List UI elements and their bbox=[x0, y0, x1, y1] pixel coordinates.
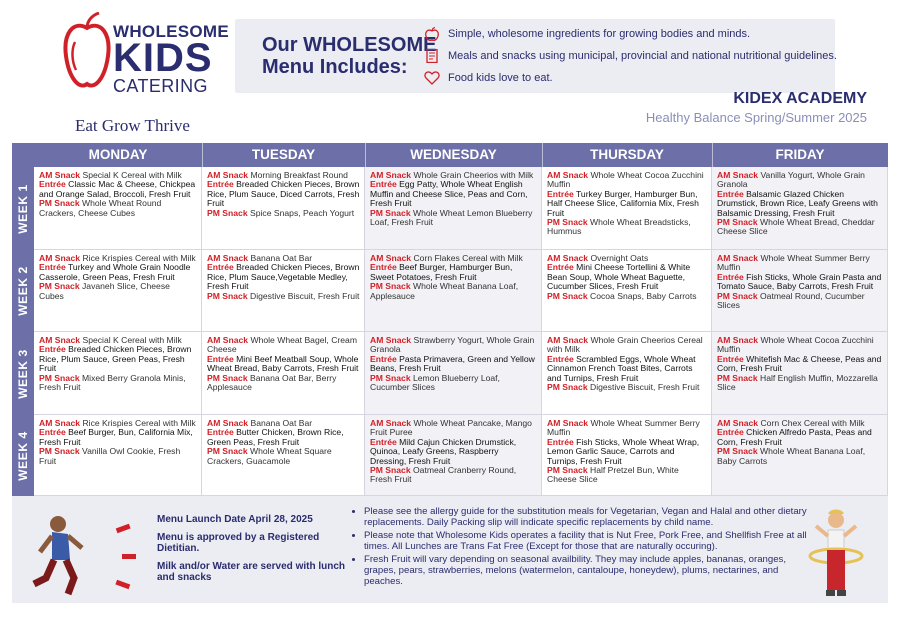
am-snack-label: AM Snack bbox=[547, 253, 589, 263]
pm-snack-label: PM Snack bbox=[717, 290, 758, 301]
entree-text: Pasta Primavera, Green and Yellow Beans, Fresh Fruit bbox=[370, 353, 535, 374]
entree-text: Beef Burger, Hamburger Bun, Sweet Potatoes, Fresh Fruit bbox=[370, 262, 513, 282]
menu-cell-week4-tuesday bbox=[202, 415, 365, 496]
am-snack-label: AM Snack bbox=[547, 335, 589, 345]
am-snack-label: AM Snack bbox=[717, 418, 759, 428]
includes-item-text: Simple, wholesome ingredients for growing bodies and minds. bbox=[448, 28, 751, 40]
entree-text: Mini Beef Meatball Soup, Whole Wheat Bread, Baby Carrots, Fresh Fruit bbox=[207, 353, 359, 374]
pm-snack-label: PM Snack bbox=[717, 372, 758, 383]
am-snack-label: AM Snack bbox=[39, 170, 81, 180]
am-snack-label: AM Snack bbox=[370, 335, 412, 345]
pm-snack-text: Lemon Blueberry Loaf, Cucumber Slices bbox=[370, 372, 500, 393]
am-snack-label: AM Snack bbox=[547, 418, 589, 428]
day-header-thursday: THURSDAY bbox=[590, 147, 664, 162]
pm-snack-text: Javaneh Slice, Cheese Cubes bbox=[39, 281, 170, 301]
am-snack-text: Rice Krispies Cereal with Milk bbox=[82, 418, 196, 428]
pm-snack-label: PM Snack bbox=[547, 465, 588, 476]
entree-label: Entrée bbox=[39, 427, 66, 438]
entree-label: Entrée bbox=[370, 262, 397, 273]
note-item: • Please see the allergy guide for the substitution meals for Vegetarian, Vegan and Halal and other dietary replacements. Daily Packing slip will indicate specific replacements by child name. bbox=[364, 506, 807, 529]
menu-cell-week4-friday bbox=[712, 415, 888, 496]
entree-label: Entrée bbox=[717, 427, 744, 438]
am-snack-label: AM Snack bbox=[39, 253, 81, 263]
day-header-monday: MONDAY bbox=[88, 147, 148, 162]
entree-text: Beef Burger, Bun, California Mix, Fresh Fruit bbox=[39, 427, 193, 447]
pm-snack-label: PM Snack bbox=[370, 372, 411, 383]
entree-label: Entrée bbox=[207, 179, 234, 190]
note-item: • Please note that Wholesome Kids operates a facility that is Nut Free, Pork Free, and Shellfish Free at all times. All Lunches are Trans Fat Free (Except for those that are naturally occuring). bbox=[364, 530, 807, 553]
am-snack-label: AM Snack bbox=[717, 170, 759, 180]
footer-info bbox=[157, 514, 347, 590]
entree-text: Classic Mac & Cheese, Chickpea and Orange Salad, Broccoli, Fresh Fruit bbox=[39, 179, 196, 199]
am-snack-label: AM Snack bbox=[39, 418, 81, 428]
menu-cell-week1-tuesday bbox=[202, 167, 365, 250]
pm-snack-label: PM Snack bbox=[370, 207, 411, 218]
apple-logo-icon bbox=[63, 12, 111, 97]
am-snack-text: Whole Wheat Cocoa Zucchini Muffin bbox=[547, 170, 704, 190]
pm-snack-text: Banana Oat Bar, Berry Applesauce bbox=[207, 372, 337, 393]
pm-snack-text: Half English Muffin, Mozzarella Slice bbox=[717, 372, 878, 393]
am-snack-text: Whole Wheat Summer Berry Muffin bbox=[547, 418, 700, 438]
pm-snack-label: PM Snack bbox=[207, 207, 248, 218]
entree-label: Entrée bbox=[207, 353, 234, 364]
am-snack-text: Strawberry Yogurt, Whole Grain Granola bbox=[370, 335, 535, 355]
menu-cell-week3-monday bbox=[34, 332, 202, 415]
am-snack-text: Whole Wheat Cocoa Zucchini Muffin bbox=[717, 335, 874, 355]
entree-text: Mini Cheese Tortellini & White Bean Soup, Whole Wheat Baguette, Cucumber Slices, Fresh Fruit bbox=[547, 262, 691, 292]
pm-snack-text: Whole Wheat Banana Loaf, Applesauce bbox=[370, 281, 519, 301]
entree-label: Entrée bbox=[547, 262, 574, 273]
entree-label: Entrée bbox=[547, 436, 574, 447]
pm-snack-text: Vanilla Owl Cookie, Fresh Fruit bbox=[39, 446, 181, 466]
entree-label: Entrée bbox=[39, 344, 66, 355]
entree-text: Breaded Chicken Pieces, Brown Rice, Plum Sauce, Diced Carrots, Fresh Fruit bbox=[207, 179, 360, 209]
entree-text: Egg Patty, Whole Wheat English Muffin and Cheese Slice, Peas and Corn, Fresh Fruit bbox=[370, 179, 528, 209]
entree-text: Whitefish Mac & Cheese, Peas and Corn, Fresh Fruit bbox=[717, 353, 882, 374]
menu-cell-week4-monday bbox=[34, 415, 202, 496]
logo-text-wholesome: WHOLESOME bbox=[113, 22, 230, 41]
am-snack-text: Morning Breakfast Round bbox=[250, 170, 348, 180]
pm-snack-label: PM Snack bbox=[39, 372, 80, 383]
am-snack-text: Whole Wheat Pancake, Mango Fruit Puree bbox=[370, 418, 532, 438]
pm-snack-label: PM Snack bbox=[547, 217, 588, 228]
entree-label: Entrée bbox=[207, 262, 234, 273]
day-header-tuesday: TUESDAY bbox=[251, 147, 316, 162]
week-label-text: WEEK 3 bbox=[16, 348, 30, 399]
entree-label: Entrée bbox=[717, 353, 744, 364]
am-snack-text: Banana Oat Bar bbox=[250, 418, 313, 428]
am-snack-text: Banana Oat Bar bbox=[250, 253, 313, 263]
logo-text-kids: KIDS bbox=[113, 36, 213, 80]
entree-label: Entrée bbox=[207, 427, 234, 438]
pm-snack-label: PM Snack bbox=[207, 446, 248, 457]
entree-text: Mild Cajun Chicken Drumstick, Quinoa, Leafy Greens, Raspberry Dressing, Fresh Fruit bbox=[370, 436, 517, 466]
includes-item-text: Food kids love to eat. bbox=[448, 72, 553, 84]
am-snack-text: Vanilla Yogurt, Whole Grain Granola bbox=[717, 170, 865, 190]
am-snack-text: Whole Wheat Bagel, Cream Cheese bbox=[207, 335, 357, 355]
menu-cell-week3-tuesday bbox=[202, 332, 365, 415]
am-snack-text: Whole Grain Cheerios with Milk bbox=[413, 170, 534, 180]
menu-cell-week2-wednesday bbox=[365, 250, 542, 332]
footer-notes bbox=[352, 506, 807, 589]
pm-snack-label: PM Snack bbox=[717, 446, 758, 457]
am-snack-label: AM Snack bbox=[207, 335, 249, 345]
entree-label: Entrée bbox=[717, 188, 744, 199]
pm-snack-text: Spice Snaps, Peach Yogurt bbox=[250, 207, 355, 218]
pm-snack-label: PM Snack bbox=[39, 446, 80, 457]
menu-cell-week4-thursday bbox=[542, 415, 712, 496]
pm-snack-text: Oatmeal Round, Cucumber Slices bbox=[717, 290, 865, 311]
entree-label: Entrée bbox=[370, 436, 397, 447]
pm-snack-label: PM Snack bbox=[39, 198, 80, 209]
includes-title bbox=[262, 34, 436, 78]
menu-cell-week2-thursday bbox=[542, 250, 712, 332]
entree-label: Entrée bbox=[547, 188, 574, 199]
school-name: KIDEX ACADEMY bbox=[733, 90, 867, 107]
entree-label: Entrée bbox=[39, 179, 66, 190]
am-snack-label: AM Snack bbox=[207, 170, 249, 180]
am-snack-label: AM Snack bbox=[370, 253, 412, 263]
entree-text: Turkey Burger, Hamburger Bun, Half Cheese Slice, California Mix, Fresh Fruit bbox=[547, 188, 699, 218]
pm-snack-text: Whole Wheat Bread, Cheddar Cheese Slice bbox=[717, 217, 875, 237]
entree-text: Butter Chicken, Brown Rice, Green Peas, Fresh Fruit bbox=[207, 427, 344, 447]
document-icon bbox=[424, 49, 440, 63]
entree-text: Breaded Chicken Pieces, Brown Rice, Plum Sauce,Vegetable Medley, Fresh Fruit bbox=[207, 262, 360, 292]
pm-snack-label: PM Snack bbox=[370, 465, 411, 476]
dietitian-note: Menu is approved by a Registered Dietitian. bbox=[157, 531, 320, 554]
pm-snack-text: Whole Wheat Breadsticks, Hummus bbox=[547, 217, 691, 237]
week-label-text: WEEK 1 bbox=[16, 183, 30, 234]
am-snack-text: Rice Krispies Cereal with Milk bbox=[82, 253, 196, 263]
pm-snack-text: Cocoa Snaps, Baby Carrots bbox=[590, 290, 697, 301]
am-snack-text: Corn Chex Cereal with Milk bbox=[760, 418, 865, 428]
am-snack-text: Whole Grain Cheerios Cereal with Milk bbox=[547, 335, 703, 355]
includes-item bbox=[424, 71, 553, 85]
entree-label: Entrée bbox=[547, 353, 574, 364]
am-snack-text: Whole Wheat Summer Berry Muffin bbox=[717, 253, 870, 273]
entree-text: Scrambled Eggs, Whole Wheat Cinnamon French Toast Bites, Carrots and Turnips, Fresh Fruit bbox=[547, 353, 696, 383]
entree-label: Entrée bbox=[370, 353, 397, 364]
am-snack-label: AM Snack bbox=[547, 170, 589, 180]
entree-label: Entrée bbox=[39, 262, 66, 273]
includes-item bbox=[424, 49, 837, 63]
am-snack-text: Special K Cereal with Milk bbox=[82, 335, 182, 345]
pm-snack-text: Whole Wheat Lemon Blueberry Loaf, Fresh Fruit bbox=[370, 207, 533, 228]
am-snack-label: AM Snack bbox=[717, 253, 759, 263]
pm-snack-text: Oatmeal Cranberry Round, Fresh Fruit bbox=[370, 465, 517, 485]
menu-cell-week3-wednesday bbox=[365, 332, 542, 415]
week-label-text: WEEK 4 bbox=[16, 430, 30, 481]
tagline: Eat Grow Thrive bbox=[75, 116, 190, 135]
entree-text: Fish Sticks, Whole Grain Pasta and Tomato Sauce, Baby Carrots, Fresh Fruit bbox=[717, 271, 882, 292]
includes-title-line2: Menu Includes: bbox=[262, 56, 408, 78]
running-child-illustration bbox=[24, 512, 144, 602]
menu-cell-week4-wednesday bbox=[365, 415, 542, 496]
milk-water-note: Milk and/or Water are served with lunch and snacks bbox=[157, 560, 346, 583]
menu-cell-week1-thursday bbox=[542, 167, 712, 250]
pm-snack-text: Whole Wheat Banana Loaf, Baby Carrots bbox=[717, 446, 866, 466]
pm-snack-label: PM Snack bbox=[547, 290, 588, 301]
week-label-3 bbox=[12, 332, 34, 415]
pm-snack-text: Digestive Biscuit, Fresh Fruit bbox=[250, 290, 360, 301]
includes-item-text: Meals and snacks using municipal, provincial and national nutritional guidelines. bbox=[448, 50, 837, 62]
entree-text: Balsamic Glazed Chicken Drumstick, Brown Rice, Leafy Greens with Balsamic Dressing, Fresh Fruit bbox=[717, 188, 878, 218]
pm-snack-label: PM Snack bbox=[717, 217, 758, 228]
apple-icon bbox=[424, 27, 440, 41]
am-snack-label: AM Snack bbox=[207, 418, 249, 428]
logo-text-catering: CATERING bbox=[113, 76, 208, 96]
menu-cell-week1-wednesday bbox=[365, 167, 542, 250]
menu-cell-week3-thursday bbox=[542, 332, 712, 415]
pm-snack-text: Whole Wheat Round Crackers, Cheese Cubes bbox=[39, 198, 162, 218]
entree-label: Entrée bbox=[370, 179, 397, 190]
am-snack-text: Corn Flakes Cereal with Milk bbox=[413, 253, 523, 263]
hula-hoop-child-illustration bbox=[806, 508, 866, 600]
menu-cell-week1-friday bbox=[712, 167, 888, 250]
entree-text: Fish Sticks, Whole Wheat Wrap, Lemon Garlic Sauce, Carrots and Turnips, Fresh Fruit bbox=[547, 436, 700, 466]
pm-snack-label: PM Snack bbox=[207, 290, 248, 301]
am-snack-text: Special K Cereal with Milk bbox=[82, 170, 182, 180]
pm-snack-label: PM Snack bbox=[207, 372, 248, 383]
menu-cell-week1-monday bbox=[34, 167, 202, 250]
pm-snack-label: PM Snack bbox=[547, 382, 588, 393]
menu-cell-week2-monday bbox=[34, 250, 202, 332]
menu-cell-week2-tuesday bbox=[202, 250, 365, 332]
pm-snack-text: Digestive Biscuit, Fresh Fruit bbox=[590, 382, 700, 393]
pm-snack-text: Half Pretzel Bun, White Cheese Slice bbox=[547, 465, 679, 485]
note-item: • Fresh Fruit will vary depending on seasonal availbility. They may include apples, bananas, oranges, grapes, pears, strawberries, melons (watermelon, cantaloupe, honeydew), plums, nectarines, and peaches. bbox=[364, 554, 807, 588]
day-header-wednesday: WEDNESDAY bbox=[410, 147, 497, 162]
heart-icon bbox=[424, 71, 440, 85]
entree-label: Entrée bbox=[717, 271, 744, 282]
entree-text: Chicken Alfredo Pasta, Peas and Corn, Fresh Fruit bbox=[717, 427, 872, 447]
pm-snack-label: PM Snack bbox=[370, 281, 411, 292]
am-snack-label: AM Snack bbox=[207, 253, 249, 263]
entree-text: Breaded Chicken Pieces, Brown Rice, Plum Sauce, Green Peas, Fresh Fruit bbox=[39, 344, 192, 374]
menu-cell-week3-friday bbox=[712, 332, 888, 415]
menu-cell-week2-friday bbox=[712, 250, 888, 332]
includes-title-line1: Our WHOLESOME bbox=[262, 34, 437, 56]
week-label-4 bbox=[12, 415, 34, 496]
week-label-2 bbox=[12, 250, 34, 332]
am-snack-label: AM Snack bbox=[717, 335, 759, 345]
week-label-1 bbox=[12, 167, 34, 250]
pm-snack-label: PM Snack bbox=[39, 281, 80, 292]
logo bbox=[63, 12, 228, 97]
day-header-friday: FRIDAY bbox=[775, 147, 825, 162]
am-snack-label: AM Snack bbox=[370, 418, 412, 428]
menu-grid bbox=[12, 143, 888, 496]
launch-date: Menu Launch Date April 28, 2025 bbox=[157, 514, 313, 525]
am-snack-label: AM Snack bbox=[370, 170, 412, 180]
am-snack-text: Overnight Oats bbox=[590, 253, 649, 263]
entree-text: Turkey and Whole Grain Noodle Casserole, Green Peas, Fresh Fruit bbox=[39, 262, 191, 282]
am-snack-label: AM Snack bbox=[39, 335, 81, 345]
season-label: Healthy Balance Spring/Summer 2025 bbox=[645, 110, 867, 125]
week-label-text: WEEK 2 bbox=[16, 266, 30, 316]
pm-snack-text: Whole Wheat Square Crackers, Guacamole bbox=[207, 446, 332, 466]
includes-item bbox=[424, 27, 750, 41]
pm-snack-text: Mixed Berry Granola Minis, Fresh Fruit bbox=[39, 372, 186, 393]
